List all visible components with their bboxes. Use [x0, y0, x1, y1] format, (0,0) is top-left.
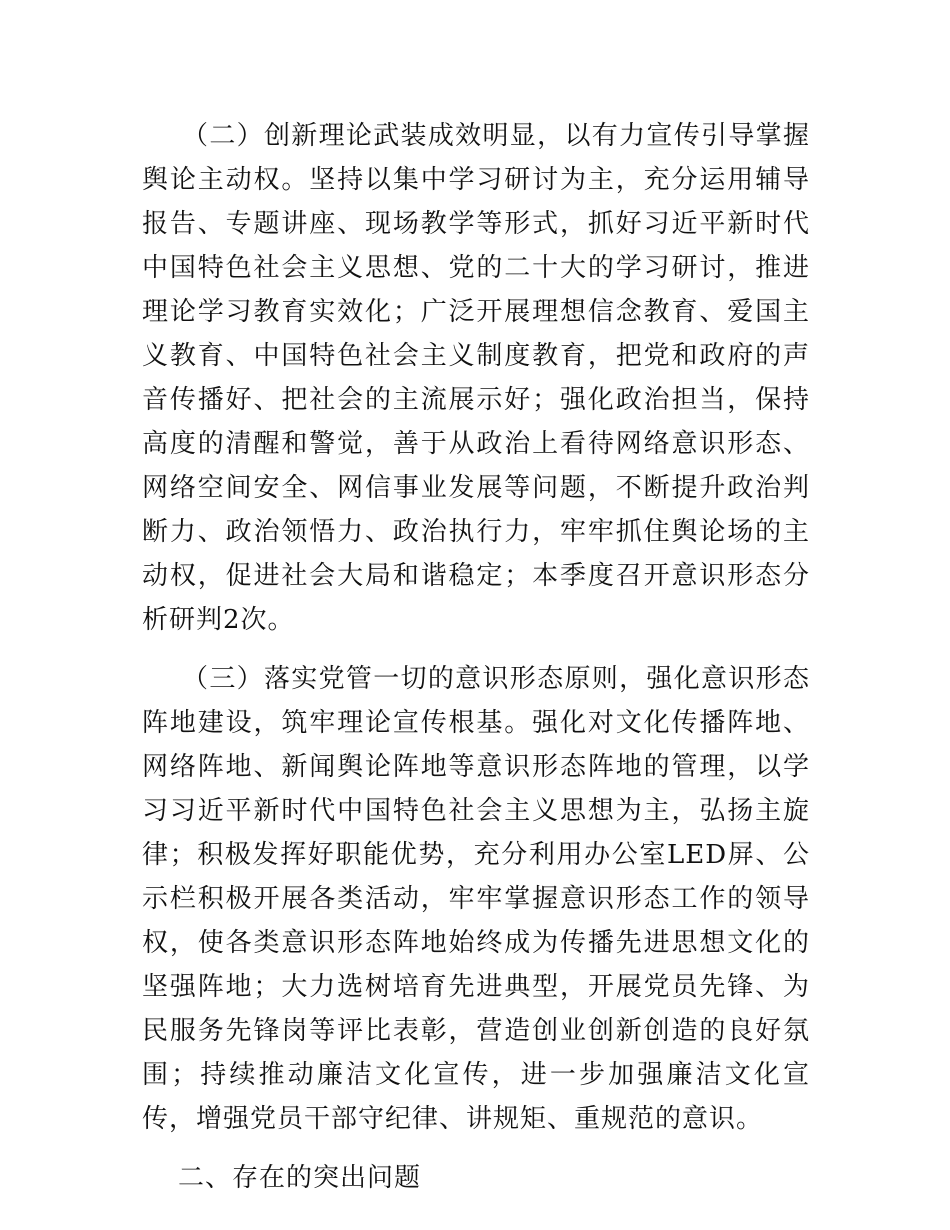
paragraph-ideology-positions: （三）落实党管一切的意识形态原则，强化意识形态阵地建设，筑牢理论宣传根基。强化对文化传播阵地、网络阵地、新闻舆论阵地等意识形态阵地的管理，以学习习近平新时代中国特色社会主义思想为主，弘扬主旋律；积极发挥好职能优势，充分利用办公室LED屏、公示栏积极开展各类活动，牢牢掌握意识形态工作的领导权，使各类意识形态阵地始终成为传播先进思想文化的坚强阵地；大力选树培育先进典型，开展党员先锋、为民服务先锋岗等评比表彰，营造创业创新创造的良好氛围；持续推动廉洁文化宣传，进一步加强廉洁文化宣传，增强党员干部守纪律、讲规矩、重规范的意识。	[142, 664, 810, 1134]
section-heading-problems: 二、存在的突出问题	[178, 1163, 422, 1193]
paragraph-innovation-theory: （二）创新理论武装成效明显，以有力宣传引导掌握舆论主动权。坚持以集中学习研讨为主，充分运用辅导报告、专题讲座、现场教学等形式，抓好习近平新时代中国特色社会主义思想、党的二十大的学习研讨，推进理论学习教育实效化；广泛开展理想信念教育、爱国主义教育、中国特色社会主义制度教育，把党和政府的声音传播好、把社会的主流展示好；强化政治担当，保持高度的清醒和警觉，善于从政治上看待网络意识形态、网络空间安全、网信事业发展等问题，不断提升政治判断力、政治领悟力、政治执行力，牢牢抓住舆论场的主动权，促进社会大局和谐稳定；本季度召开意识形态分析研判2次。	[142, 121, 810, 635]
document-body	[142, 114, 810, 1200]
